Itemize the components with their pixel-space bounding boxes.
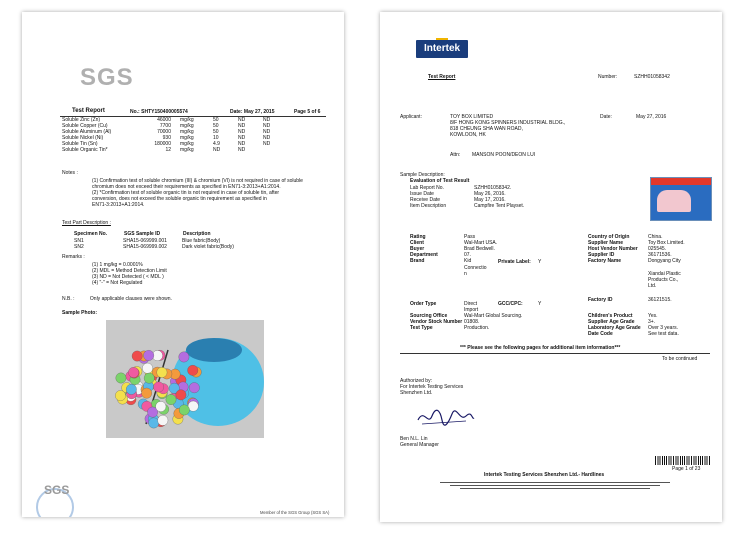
table-cell: 10 [213, 135, 219, 141]
private-label-label: Private Label: [498, 259, 531, 265]
note-line: EN71-3:2013+A1:2014. [92, 202, 145, 208]
table-cell: 180000 [154, 141, 171, 147]
field-value: 36171536. [648, 252, 672, 258]
table-cell: ND [238, 123, 246, 129]
table-cell: ND [238, 135, 246, 141]
signer-title: General Manager [400, 442, 439, 448]
sgs-member-text: Member of the SGS Group (SGS SA) [260, 510, 330, 515]
field-label: Lab Report No. [410, 185, 444, 191]
barcode-icon [655, 456, 711, 465]
sgs-report-title: Test Report [72, 108, 105, 114]
table-cell: 50 [213, 129, 219, 135]
field-value: 3+. [648, 319, 656, 325]
ball [179, 352, 189, 362]
applicant-line: KOWLOON, HK [450, 132, 486, 138]
sgs-fineprint [40, 458, 330, 478]
field-value: Campfire Tent Playset. [474, 203, 525, 209]
intertek-footer-address [440, 480, 670, 494]
brand-extra: Connectio [464, 265, 487, 271]
table-row [62, 147, 288, 153]
table-cell: ND [263, 135, 271, 141]
table-header: Description [183, 231, 211, 237]
sample-photo [106, 320, 264, 438]
field-label: Department [410, 252, 438, 258]
field-label: Brand [410, 258, 425, 264]
table-cell: SHA15-069999.001 [123, 238, 167, 244]
table-cell: Soluble Copper (Cu) [62, 123, 108, 129]
applicant-label: Applicant: [400, 114, 422, 120]
table-cell: Soluble Tin (Sn) [62, 141, 98, 147]
attn-value: MANSON POON/DEON LUI [472, 152, 536, 158]
intertek-logo: Intertek [416, 40, 468, 58]
remark-line: (3) ND = Not Detected ( < MDL ) [92, 274, 164, 280]
signature-icon [416, 406, 476, 428]
order-type-label: Order Type [410, 301, 437, 307]
table-cell: 50 [213, 123, 219, 129]
sgs-page-number: Page 5 of 6 [294, 109, 321, 115]
table-cell: 46000 [157, 117, 171, 123]
factory-id-value: 36121515. [648, 297, 672, 303]
eval-rows [410, 185, 524, 209]
factory-line: Ltd. [648, 283, 657, 289]
ball [166, 394, 176, 404]
field-label: Rating [410, 234, 426, 240]
additional-info-notice: *** Please see the following pages for additional item information*** [460, 345, 621, 351]
sgs-specimen-table [62, 230, 245, 250]
table-header: SGS Sample ID [124, 231, 161, 237]
gcc-label: GCC/CPC: [498, 301, 523, 307]
field-value: Production. [464, 325, 490, 331]
field-value: 01808. [464, 319, 480, 325]
sgs-sample-photo-label: Sample Photo: [62, 310, 98, 316]
field-label: Country of Origin [588, 234, 630, 240]
sgs-report-page [22, 12, 344, 517]
right-fields [588, 234, 685, 264]
field-label: Supplier Name [588, 240, 624, 246]
applicant-line: TOY BOX LIMITED [450, 114, 494, 120]
field-label: Date Code [588, 331, 613, 337]
table-cell: mg/kg [180, 135, 194, 141]
sgs-report-no-label: No.: [130, 109, 140, 115]
sgs-logo: SGS [80, 64, 134, 91]
gcc-value: Y [538, 301, 542, 307]
ball [143, 350, 153, 360]
table-cell: 12 [165, 147, 171, 153]
table-cell: mg/kg [180, 123, 194, 129]
table-cell: ND [213, 147, 221, 153]
field-value: China. [648, 234, 663, 240]
table-cell: 930 [162, 135, 171, 141]
table-cell: ND [263, 129, 271, 135]
field-value: Toy Box Limited. [648, 240, 685, 246]
ball [128, 367, 138, 377]
table-cell: mg/kg [180, 147, 194, 153]
table-cell: ND [238, 147, 246, 153]
table-cell: Soluble Aluminum (Al) [62, 129, 112, 135]
ball [144, 373, 154, 383]
field-value: Pass [464, 234, 476, 240]
sgs-remarks-label: Remarks : [62, 254, 85, 260]
ball [142, 363, 152, 373]
table-header: Specimen No. [74, 231, 108, 237]
table-cell: SN1 [74, 238, 84, 244]
order-type-value: Direct [464, 301, 478, 307]
table-cell: 7700 [159, 123, 171, 129]
ball [188, 365, 198, 375]
factory-line: Products Co., [648, 277, 679, 283]
table-cell [263, 147, 288, 153]
field-row [410, 203, 524, 209]
signer-name: Ben N.L. Lin [400, 436, 428, 442]
field-label: Children's Product [588, 313, 633, 319]
note-line: (2) *Confirmation test of soluble organic tin is not required in case of soluble tin, after [92, 190, 280, 196]
intertek-date-label: Date: [600, 114, 612, 120]
applicant-line: 8/F HONG KONG SPINNERS INDUSTRIAL BLDG., [450, 120, 566, 126]
table-cell: ND [263, 141, 271, 147]
field-label: Item Description [410, 203, 447, 209]
attn-label: Attn: [450, 152, 461, 158]
table-cell: Soluble Zinc (Zn) [62, 117, 101, 123]
field-value: May 26, 2016. [474, 191, 506, 197]
ball [115, 390, 125, 400]
field-label: Supplier ID [588, 252, 615, 258]
table-cell: ND [238, 141, 246, 147]
sgs-remarks [92, 262, 167, 286]
ball [157, 367, 167, 377]
field-value: Over 3 years. [648, 325, 679, 331]
note-line: chromium does not exceed their requirements as specified in EN71-3:2013+A1:2014. [92, 184, 281, 190]
ball [189, 383, 199, 393]
table-cell: ND [263, 117, 271, 123]
note-line: (1) Confirmation test of soluble chromium (III) & chromium (VI) is not required in case of soluble [92, 178, 303, 184]
ball [149, 418, 159, 428]
sgs-footer-logo: SGS [44, 483, 70, 497]
tent-and-balls-photo [106, 320, 264, 438]
field-label: Laboratory Age Grade [588, 325, 641, 331]
field-row [410, 258, 497, 264]
field-value: Wal-Mart Global Sourcing. [464, 313, 523, 319]
field-value: Yes. [648, 313, 658, 319]
sample-desc-label: Sample Description: [400, 172, 445, 178]
ball [141, 388, 151, 398]
table-cell: mg/kg [180, 117, 194, 123]
field-value: 025545. [648, 246, 667, 252]
table-cell: mg/kg [180, 129, 194, 135]
field-label: Host Vendor Number [588, 246, 638, 252]
table-cell: SHA15-069999.002 [123, 244, 167, 250]
factory-id-label: Factory ID [588, 297, 613, 303]
sgs-nb-text: Only applicable clauses were shown. [89, 296, 172, 302]
note-line: conversion, does not exceed the soluble organic tin requirement as specified in [92, 196, 267, 202]
ball [179, 405, 189, 415]
ball [158, 415, 168, 425]
ball [116, 373, 126, 383]
sourcing-fields [410, 313, 522, 331]
private-label-value: Y [538, 259, 542, 265]
field-row [588, 331, 679, 337]
field-value: Brad Bedwell. [464, 246, 495, 252]
field-label: Factory Name [588, 258, 622, 264]
field-label: Vendor Stock Number [410, 319, 463, 325]
field-label: Receive Date [410, 197, 441, 203]
field-row [410, 325, 522, 331]
table-cell: Dark violet fabric(Body) [182, 244, 234, 250]
field-value: Wal-Mart USA. [464, 240, 498, 246]
intertek-number: SZHH01058342 [634, 74, 670, 80]
factory-name-extra [648, 271, 681, 289]
field-value: 07. [464, 252, 471, 258]
remark-line: (2) MDL = Method Detection Limit [92, 268, 167, 274]
intertek-footer-title: Intertek Testing Services Shenzhen Ltd.- Hardlines [484, 472, 605, 478]
remark-line: (1) 1 mg/kg = 0.0001% [92, 262, 143, 268]
field-label: Supplier Age Grade [588, 319, 635, 325]
ball [126, 384, 136, 394]
intertek-page-number: Page 1 of 23 [672, 466, 701, 472]
table-cell: 50 [213, 117, 219, 123]
authorized-by [400, 378, 463, 396]
field-label: Sourcing Office [410, 313, 448, 319]
order-type-value-2: Import [464, 307, 479, 313]
to-be-continued: To be continued [662, 356, 698, 362]
table-cell: 4.9 [213, 141, 220, 147]
intertek-date: May 27, 2016 [636, 114, 667, 120]
auth-line: Authorized by: [400, 378, 432, 384]
eval-label: Evaluation of Test Result [410, 178, 470, 184]
table-cell: ND [238, 129, 246, 135]
sgs-notes [92, 178, 303, 208]
sgs-date: May 27, 2015 [243, 109, 275, 115]
table-cell: ND [263, 123, 271, 129]
field-label: Issue Date [410, 191, 434, 197]
table-row [62, 244, 245, 250]
applicant-line: 818 CHEUNG SHA WAN ROAD, [450, 126, 523, 132]
field-value: Dongyang City [648, 258, 681, 264]
ball [156, 401, 166, 411]
table-cell: Soluble Nickel (Ni) [62, 135, 104, 141]
table-cell: Soluble Organic Tin* [62, 147, 108, 153]
product-box-image [650, 177, 712, 221]
field-value: Kid [464, 258, 472, 264]
table-cell: SN2 [74, 244, 84, 250]
field-row [588, 258, 685, 264]
remark-line: (4) "-" = Not Regulated [92, 280, 143, 286]
sgs-nb-label: N.B. : [62, 296, 75, 302]
field-value: May 17, 2016. [474, 197, 506, 203]
children-fields [588, 313, 679, 337]
sgs-test-part-label: Test Part Description : [62, 220, 111, 226]
ball [176, 390, 186, 400]
intertek-number-label: Number: [598, 74, 618, 80]
brand-extra-2: n [464, 271, 467, 277]
ball [132, 351, 142, 361]
sgs-date-label: Date: [230, 109, 243, 115]
field-value: SZHH01058342. [474, 185, 512, 191]
table-cell: Blue fabric(Body) [182, 238, 221, 244]
auth-line: For Intertek Testing Services [400, 384, 464, 390]
factory-line: Xiandai Plastic [648, 271, 681, 277]
sgs-notes-label: Notes : [62, 170, 78, 176]
field-label: Client [410, 240, 424, 246]
table-cell: ND [238, 117, 246, 123]
intertek-report-page [380, 12, 722, 522]
sgs-report-no: SHTY150400005574 [141, 109, 188, 115]
auth-line: Shenzhen Ltd. [400, 390, 433, 396]
field-label: Buyer [410, 246, 425, 252]
field-label: Test Type [410, 325, 433, 331]
field-value: See test data. [648, 331, 679, 337]
left-fields [410, 234, 497, 264]
intertek-report-title: Test Report [428, 74, 456, 80]
sgs-results-table [62, 117, 288, 153]
table-cell: 70000 [157, 129, 171, 135]
ball [153, 382, 163, 392]
applicant-address [450, 114, 565, 138]
table-cell: mg/kg [180, 141, 194, 147]
